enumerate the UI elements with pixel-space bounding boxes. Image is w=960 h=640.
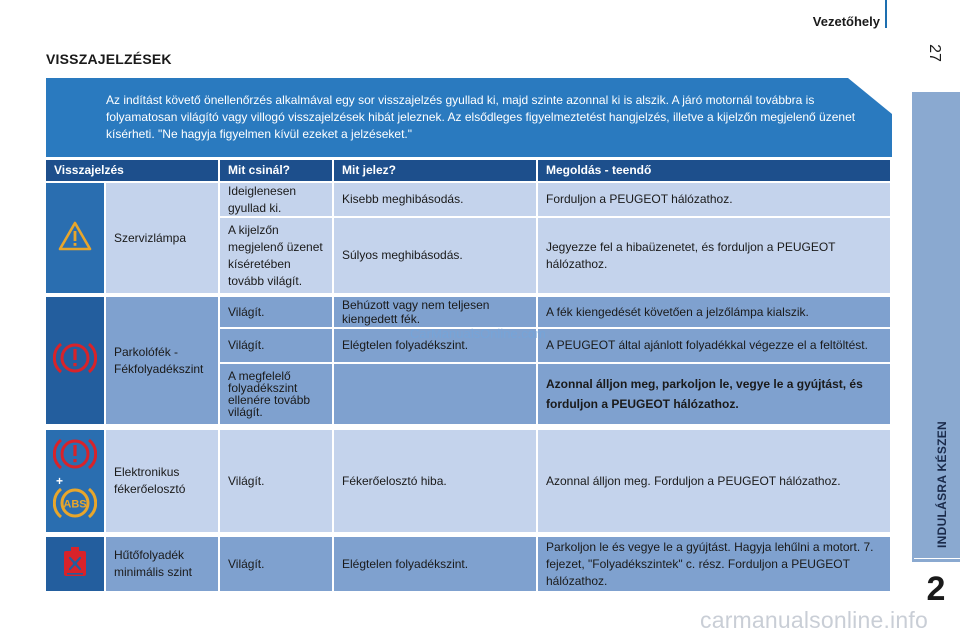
solution-cell: Jegyezze fel a hibaüzenetet, és forduljon a PEUGEOT hálózathoz. [538,218,890,293]
solution-cell: Azonnal álljon meg, parkoljon le, vegye le a gyújtást, és forduljon a PEUGEOT hálózathoz. [538,364,890,424]
solution-cell: Azonnal álljon meg. Forduljon a PEUGEOT hálózathoz. [538,430,890,532]
action-cell: A megfelelő folyadékszint ellenére tovább világít. [220,364,332,424]
action-cell: Világít. [220,430,332,532]
coolant-level-icon [60,546,90,583]
meaning-cell: Kisebb meghibásodás. [334,183,536,216]
solution-cell: A fék kiengedését követően a jelzőlámpa kialszik. [538,297,890,327]
indicator-icon-cell [46,183,104,293]
col-header-meaning: Mit jelez? [334,160,536,181]
section-title: VISSZAJELZÉSEK [46,51,172,67]
meaning-cell: Súlyos meghibásodás. [334,218,536,293]
intro-text: Az indítást követő önellenőrzés alkalmával egy sor visszajelzés gyullad ki, majd szinte azonnal ki is alszik. A járó motornál továbbra is folyamatosan világító vagy villogó visszajelzések hibát jeleznek. Az elsődleges figyelmeztetést hangjelzés, illetve a kijelzőn megjelenő üzenet kísérheti. "Ne hagyja figyelmen kívül ezeket a jelzéseket." [106,93,856,141]
chapter-side-label: INDULÁSRA KÉSZEN [935,420,949,548]
header-rule [885,0,887,28]
solution-cell: Parkoljon le és vegye le a gyújtást. Hagyja lehűlni a motort. 7. fejezet, "Folyadékszintek" c. rész. Forduljon a PEUGEOT hálózathoz. [538,537,890,591]
col-header-indicator: Visszajelzés [46,160,218,181]
action-cell: Ideiglenesen gyullad ki. [220,183,332,216]
meaning-cell: Elégtelen folyadékszint. [334,329,536,362]
chapter-side-divider [914,558,960,559]
indicator-name: Szervizlámpa [106,183,218,293]
meaning-cell: Behúzott vagy nem teljesen kiengedett fék. [334,297,536,327]
meaning-cell: Fékerőelosztó hiba. [334,430,536,532]
warning-triangle-icon [58,220,92,257]
indicator-icon-cell [46,430,104,532]
indicator-name: Elektronikus fékerőelosztó [106,430,218,532]
action-cell: Világít. [220,297,332,327]
chapter-number: 2 [926,570,946,608]
indicator-icon-cell [46,537,104,591]
meaning-cell: Elégtelen folyadékszint. [334,537,536,591]
action-cell: Világít. [220,537,332,591]
indicator-name: Parkolófék - Fékfolyadékszint [106,297,218,424]
indicator-icon-cell [46,297,104,424]
brake-warning-icon [53,434,97,479]
center-watermark: CarManualsOnline.com [410,326,546,341]
svg-text:ABS: ABS [63,498,87,511]
meaning-cell [334,364,536,424]
abs-icon [53,483,97,528]
brake-warning-icon [53,338,97,383]
action-cell: Világít. [220,329,332,362]
action-cell: A kijelzőn megjelenő üzenet kíséretében tovább világít. [220,218,332,293]
running-header: Vezetőhely [812,14,880,29]
plus-sign: + [56,474,64,488]
col-header-action: Mit csinál? [220,160,332,181]
indicator-name: Hűtőfolyadék minimális szint [106,537,218,591]
page-number: 27 [926,44,943,62]
solution-cell: Forduljon a PEUGEOT hálózathoz. [538,183,890,216]
col-header-solution: Megoldás - teendő [538,160,890,181]
solution-cell: A PEUGEOT által ajánlott folyadékkal végezze el a feltöltést. [538,329,890,362]
footer-watermark: carmanualsonline.info [700,607,928,633]
